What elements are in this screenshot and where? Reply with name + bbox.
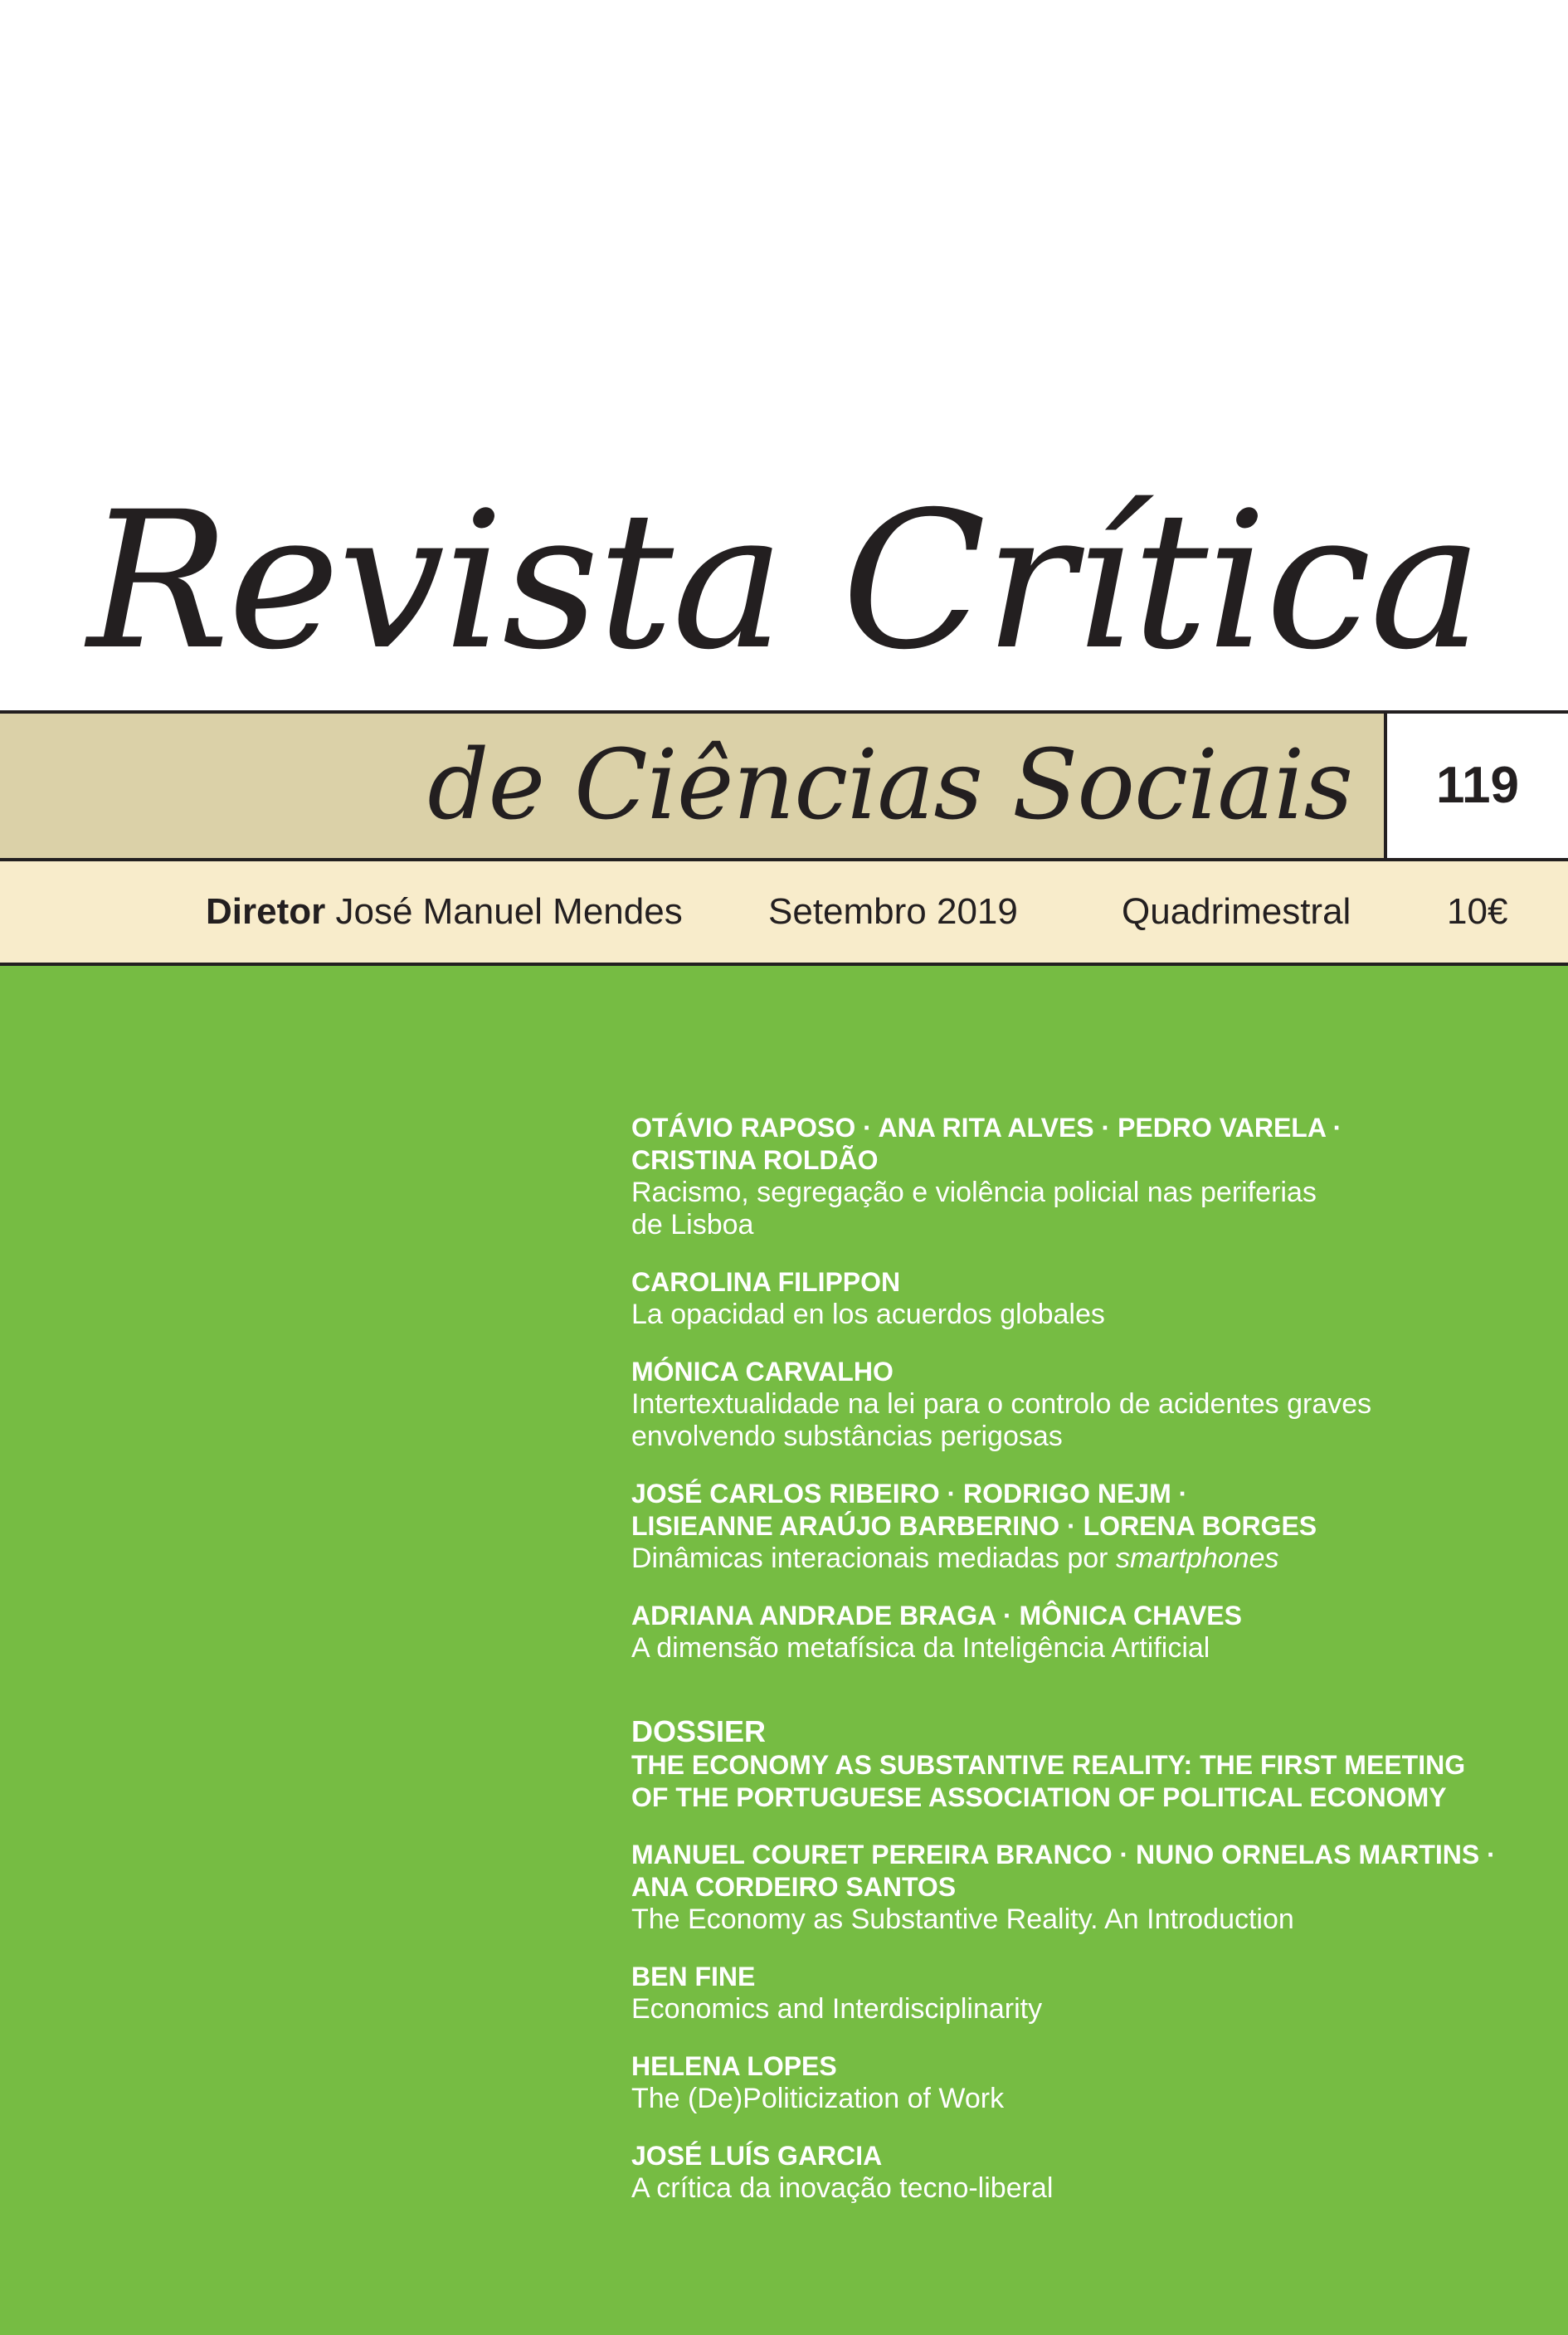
periodicity: Quadrimestral (1122, 891, 1351, 932)
dossier-article-entry (631, 1961, 1544, 2025)
article-authors: CAROLINA FILIPPON (631, 1267, 901, 1297)
article-authors: JOSÉ LUÍS GARCIA (631, 2141, 883, 2171)
dossier-label: DOSSIER (631, 1714, 767, 1748)
article-authors: MANUEL COURET PEREIRA BRANCO · NUNO ORNELAS MARTINS · (631, 1840, 1496, 1869)
article-title: Economics and Interdisciplinarity (631, 1993, 1043, 2025)
article-title: A dimensão metafísica da Inteligência Artificial (631, 1632, 1210, 1664)
article-authors: BEN FINE (631, 1962, 756, 1991)
article-authors: JOSÉ CARLOS RIBEIRO · RODRIGO NEJM · (631, 1479, 1188, 1509)
dossier-article-entry (631, 2140, 1544, 2205)
article-entry (631, 1600, 1544, 1665)
article-title: The Economy as Substantive Reality. An Introduction (631, 1904, 1294, 1935)
article-title: envolvendo substâncias perigosas (631, 1421, 1063, 1452)
article-authors: HELENA LOPES (631, 2051, 837, 2081)
price: 10€ (1447, 891, 1508, 932)
info-band (0, 861, 1568, 966)
dossier-article-entry (631, 1839, 1544, 1936)
journal-title: Revista Crítica (87, 470, 1481, 691)
article-title: La opacidad en los acuerdos globales (631, 1299, 1105, 1330)
article-authors: CRISTINA ROLDÃO (631, 1145, 879, 1175)
director-name: José Manuel Mendes (335, 891, 683, 932)
article-title: de Lisboa (631, 1209, 754, 1241)
article-entry (631, 1266, 1544, 1331)
issue-date: Setembro 2019 (768, 891, 1018, 932)
article-title: A crítica da inovação tecno-liberal (631, 2172, 1054, 2204)
article-authors: ADRIANA ANDRADE BRAGA · MÔNICA CHAVES (631, 1601, 1242, 1631)
dossier-header (631, 1714, 1544, 1814)
article-title (631, 1543, 1544, 1575)
director (206, 861, 683, 963)
article-authors: LISIEANNE ARAÚJO BARBERINO · LORENA BORGES (631, 1511, 1317, 1541)
journal-subtitle: de Ciências Sociais (427, 729, 1352, 841)
article-entry (631, 1356, 1544, 1453)
article-entry (631, 1112, 1544, 1241)
article-title: Racismo, segregação e violência policial nas periferias (631, 1177, 1317, 1208)
director-label: Diretor (206, 891, 326, 932)
article-title: The (De)Politicization of Work (631, 2083, 1005, 2114)
article-title-text: Dinâmicas interacionais mediadas por (631, 1543, 1116, 1574)
table-of-contents (631, 1112, 1544, 2230)
dossier-article-entry (631, 2050, 1544, 2115)
article-entry (631, 1478, 1544, 1575)
article-authors: OTÁVIO RAPOSO · ANA RITA ALVES · PEDRO VARELA · (631, 1113, 1342, 1143)
article-authors: MÓNICA CARVALHO (631, 1357, 894, 1387)
article-authors: ANA CORDEIRO SANTOS (631, 1872, 957, 1902)
dossier-title: THE ECONOMY AS SUBSTANTIVE REALITY: THE FIRST MEETING (631, 1750, 1466, 1780)
article-title-italic: smartphones (1115, 1543, 1279, 1574)
subtitle-band (0, 710, 1568, 861)
article-title: Intertextualidade na lei para o controlo de acidentes graves (631, 1388, 1372, 1420)
issue-number: 119 (1384, 714, 1568, 858)
dossier-title: OF THE PORTUGUESE ASSOCIATION OF POLITICAL ECONOMY (631, 1782, 1447, 1812)
